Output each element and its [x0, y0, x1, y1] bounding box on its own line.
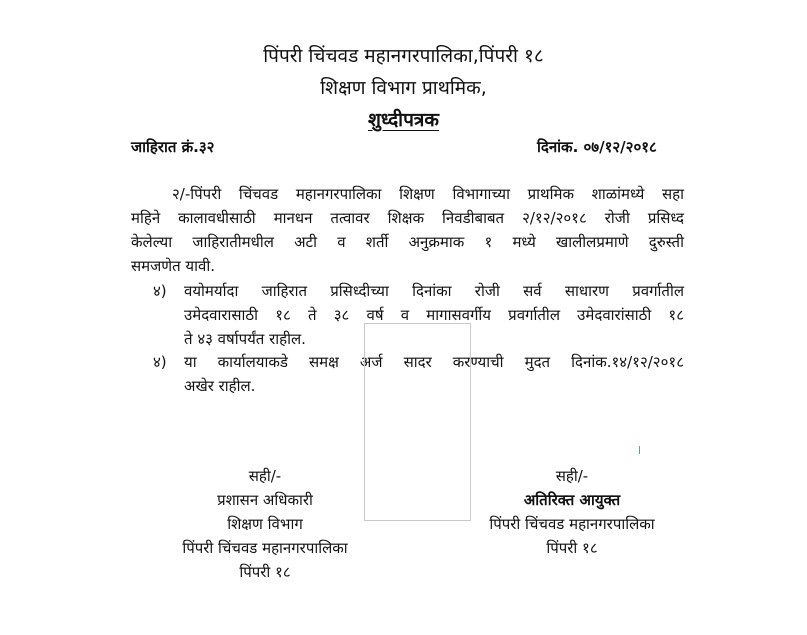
cursor-mark [639, 446, 640, 454]
document-date: दिनांक. ०७/१२/२०१८ [537, 138, 657, 156]
item-line: अखेर राहील. [184, 377, 256, 395]
item-line: ते ४३ वर्षापर्यंत राहील. [184, 330, 306, 348]
right-city: पिंपरी १८ [546, 539, 598, 557]
item-line: वयोमर्यादा जाहिरात प्रसिध्दीच्या दिनांका रोजी सर्व साधारण प्रवर्गातील [184, 282, 684, 300]
paragraph-line: समजणेत यावी. [131, 257, 215, 275]
item-number: ४) [153, 353, 167, 371]
advertisement-number: जाहिरात क्रं.३२ [131, 138, 215, 156]
right-sign: सही/- [555, 467, 589, 485]
item-number: ४) [153, 282, 167, 300]
paragraph-line: केलेल्या जाहिरातीमधील अटी व शर्ती अनुक्रमाक १ मध्ये खालीलप्रमाणे दुरुस्ती [131, 233, 684, 251]
left-city: पिंपरी १८ [239, 563, 291, 581]
header-department-line: शिक्षण विभाग प्राथमिक, [320, 77, 487, 99]
item-line: या कार्यालयाकडे समक्ष अर्ज सादर करण्याची मुदत दिनांक.१४/१२/२०१८ [184, 353, 684, 371]
header-org-line: पिंपरी चिंचवड महानगरपालिका,पिंपरी १८ [263, 45, 544, 67]
paragraph-line: २/-पिंपरी चिंचवड महानगरपालिका शिक्षण विभागाच्या प्राथमिक शाळांमध्ये सहा [172, 185, 684, 203]
item-line: उमेदवारासाठी १८ ते ३८ वर्ष व मागासवर्गीय प्रवर्गातील उमेदवारांसाठी १८ [184, 306, 684, 324]
left-department: शिक्षण विभाग [227, 515, 303, 533]
paragraph-line: महिने कालावधीसाठी मानधन तत्वावर शिक्षक निवडीबाबत २/१२/२०१८ रोजी प्रसिध्द [131, 209, 684, 227]
left-org: पिंपरी चिंचवड महानगरपालिका [182, 539, 348, 557]
right-org: पिंपरी चिंचवड महानगरपालिका [489, 515, 655, 533]
right-designation: अतिरिक्त आयुक्त [523, 491, 621, 509]
document-title: शुध्दीपत्रक [368, 109, 439, 131]
left-sign: सही/- [248, 467, 282, 485]
left-designation: प्रशासन अधिकारी [217, 491, 313, 509]
placeholder-frame [364, 323, 471, 521]
